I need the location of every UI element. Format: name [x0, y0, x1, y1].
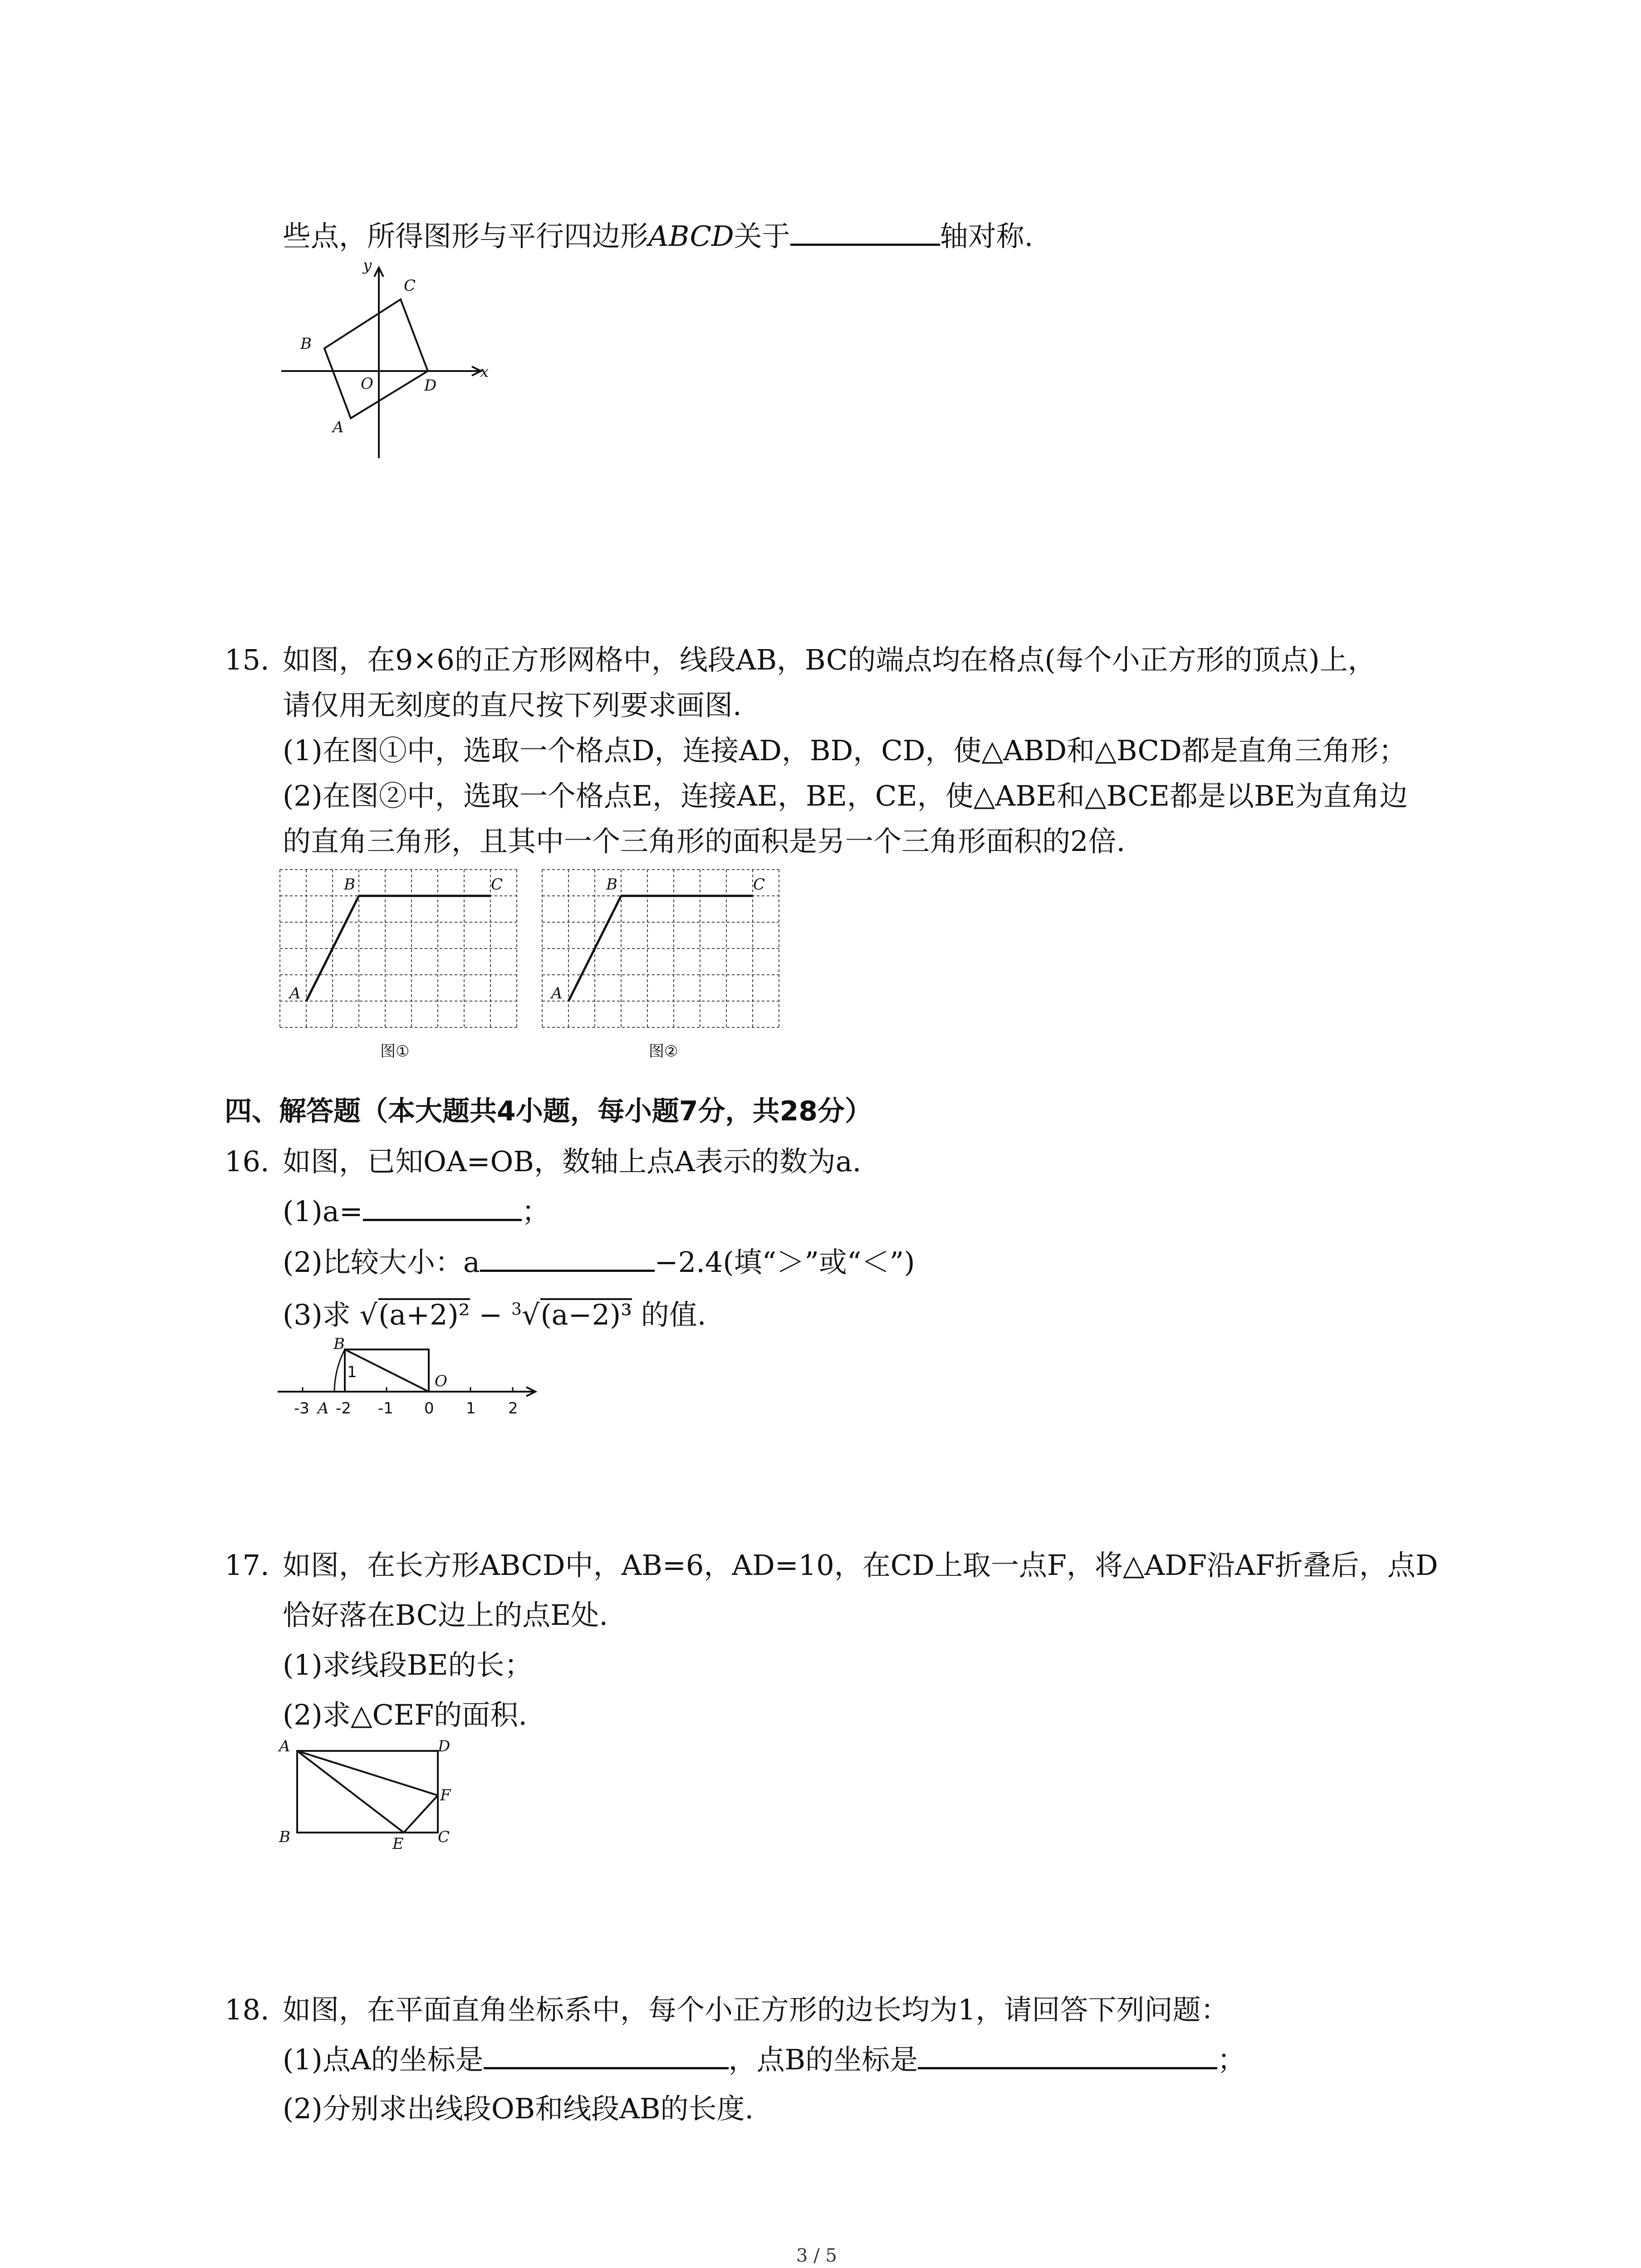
q18-line1: 如图，在平面直角坐标系中，每个小正方形的边长均为1，请回答下列问题： — [283, 1993, 1229, 2026]
q16-part3-prefix: (3)求 — [283, 1298, 351, 1331]
q17-label-f: F — [440, 1786, 451, 1804]
q14-label-d: D — [424, 376, 437, 395]
q16-part1-prefix: (1)a= — [283, 1195, 363, 1228]
q14-tail — [283, 220, 1034, 253]
q16-tick-1: 1 — [466, 1399, 476, 1418]
q16-tick-0: 0 — [424, 1399, 434, 1418]
q14-label-o: O — [361, 375, 373, 393]
q15-grid-figure-1 — [278, 867, 523, 1030]
q18-line3: (2)分别求出线段OB和线段AB的长度. — [283, 2092, 754, 2125]
q16-numberline-figure — [278, 1334, 541, 1406]
page-number: 3 / 5 — [796, 2245, 837, 2266]
q16-part2 — [283, 1246, 915, 1279]
q15-fig1-label-b: B — [344, 875, 355, 894]
q17-rectangle-figure — [295, 1749, 445, 1835]
q16-tick-2: 2 — [508, 1399, 518, 1418]
q18-part1-b: ，点B的坐标是 — [728, 2043, 918, 2076]
q15-fig1-caption: 图① — [380, 1042, 410, 1061]
q14-label-x: x — [480, 363, 489, 381]
sqrt-sign: √ — [359, 1298, 378, 1331]
q16-part3-cbrt: (a−2)³ — [540, 1298, 632, 1331]
cbrt-sign: √ — [521, 1298, 540, 1331]
section-4-heading: 四、解答题（本大题共4小题，每小题7分，共28分） — [225, 1095, 872, 1127]
q17-label-e: E — [392, 1835, 404, 1853]
q15-fig2-caption: 图② — [649, 1042, 678, 1061]
q17-label-c: C — [438, 1828, 450, 1846]
q16-part2-prefix: (2)比较大小：a — [283, 1246, 480, 1279]
q15-number: 15. — [225, 643, 269, 676]
q17-line4: (2)求△CEF的面积. — [283, 1698, 527, 1731]
q18-number: 18. — [225, 1993, 269, 2026]
q17-number: 17. — [225, 1549, 269, 1582]
q16-part2-suffix: −2.4(填“＞”或“＜”) — [654, 1246, 915, 1279]
q14-label-a: A — [333, 418, 344, 436]
q15-fig1-label-c: C — [491, 875, 503, 894]
q16-line1: 如图，已知OA=OB，数轴上点A表示的数为a. — [283, 1145, 862, 1178]
q16-part3-sqrt: (a+2)² — [378, 1298, 470, 1331]
q16-part3-index: 3 — [511, 1300, 522, 1319]
q15-grid-figure-2 — [540, 867, 785, 1030]
q15-line1: 如图，在9×6的正方形网格中，线段AB，BC的端点均在格点(每个小正方形的顶点)上， — [283, 643, 1376, 676]
q15-fig2-label-c: C — [753, 875, 765, 894]
q18-point-b-blank[interactable] — [918, 2063, 1217, 2069]
q15-fig2-label-a: A — [551, 984, 563, 1002]
q16-label-one: 1 — [347, 1363, 357, 1381]
q14-label-c: C — [404, 277, 416, 295]
q18-part1-a: (1)点A的坐标是 — [283, 2043, 484, 2076]
q16-number: 16. — [225, 1145, 269, 1178]
q16-label-o: O — [435, 1372, 447, 1390]
q18-part1-c: ； — [1217, 2043, 1246, 2076]
q16-part2-blank[interactable] — [480, 1266, 655, 1272]
q14-tail-suffix: 轴对称. — [940, 220, 1034, 253]
q15-fig2-label-b: B — [606, 875, 617, 894]
q16-part3 — [283, 1298, 706, 1329]
q16-tick-neg1: -1 — [378, 1399, 393, 1418]
q14-figure — [272, 259, 499, 458]
q18-part1 — [283, 2043, 1246, 2076]
q16-part1-blank[interactable] — [363, 1215, 522, 1221]
q16-tick-neg3: -3 — [294, 1399, 309, 1418]
q17-label-d: D — [438, 1737, 451, 1755]
q17-label-a: A — [279, 1737, 290, 1755]
q14-tail-prefix: 些点，所得图形与平行四边形 — [283, 220, 649, 253]
q15-line5: 的直角三角形，且其中一个三角形的面积是另一个三角形面积的2倍. — [283, 825, 1126, 858]
q18-point-a-blank[interactable] — [484, 2063, 729, 2069]
q16-label-a: A — [318, 1399, 329, 1418]
q16-part3-suffix: 的值. — [641, 1298, 706, 1331]
q16-tick-neg2: -2 — [336, 1399, 351, 1418]
q17-label-b: B — [279, 1828, 290, 1846]
q15-line4: (2)在图②中，选取一个格点E，连接AE，BE，CE，使△ABE和△BCE都是以BE为直角边 — [283, 779, 1408, 812]
q14-tail-mid: 关于 — [734, 220, 790, 253]
q16-label-b: B — [333, 1335, 345, 1353]
q16-part3-minus: − — [479, 1298, 503, 1331]
q14-tail-shape: ABCD — [648, 220, 734, 253]
q14-label-y: y — [363, 256, 372, 274]
q15-line3: (1)在图①中，选取一个格点D，连接AD，BD，CD，使△ABD和△BCD都是直角三角形； — [283, 734, 1407, 767]
q14-label-b: B — [300, 335, 312, 353]
q17-line2: 恰好落在BC边上的点E处. — [283, 1598, 608, 1632]
q15-line2: 请仅用无刻度的直尺按下列要求画图. — [283, 689, 742, 722]
q15-fig1-label-a: A — [289, 984, 301, 1002]
q17-line1: 如图，在长方形ABCD中，AB=6，AD=10，在CD上取一点F，将△ADF沿AF折叠后，点D — [283, 1549, 1438, 1582]
q14-answer-blank[interactable] — [790, 240, 940, 246]
q17-line3: (1)求线段BE的长； — [283, 1648, 533, 1681]
q16-part1 — [283, 1195, 550, 1228]
q16-part1-suffix: ； — [521, 1195, 550, 1228]
